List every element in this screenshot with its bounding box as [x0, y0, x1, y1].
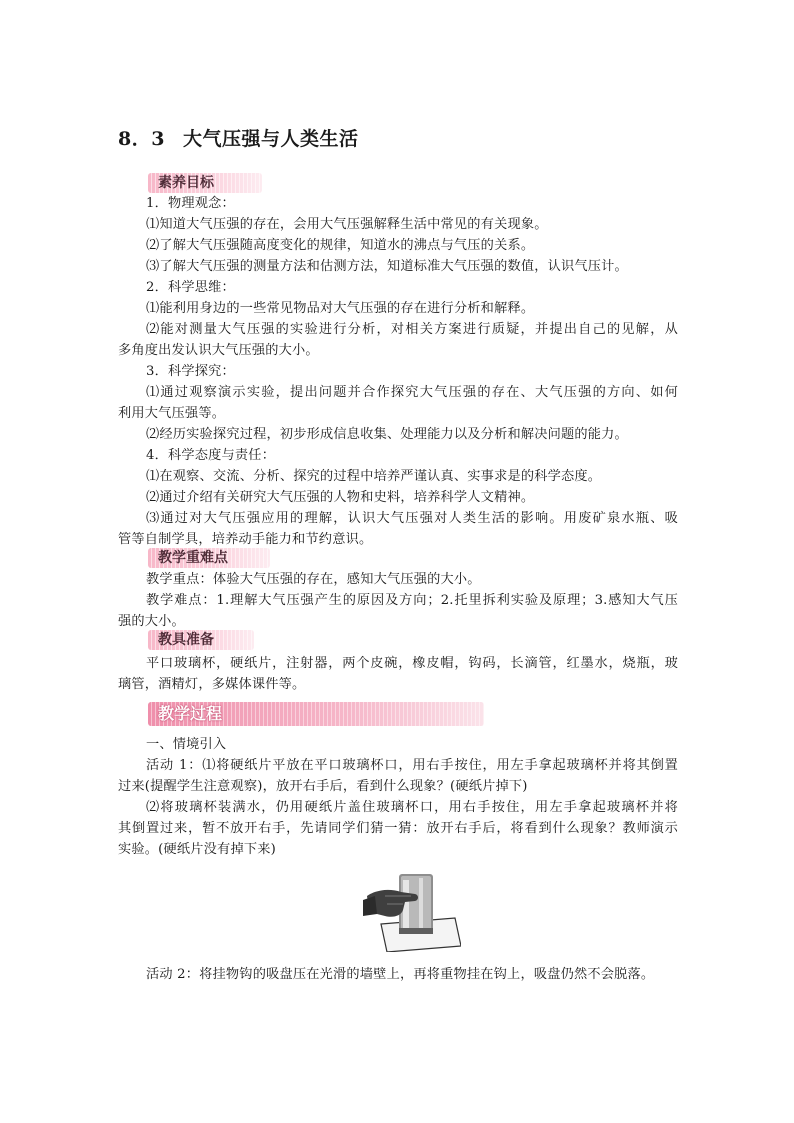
key-points-banner: 教学重难点 [148, 548, 270, 568]
goal-item: ⑵能对测量大气压强的实验进行分析，对相关方案进行质疑，并提出自己的见解，从 [146, 322, 678, 337]
tools-list-cont: 璃管，酒精灯，多媒体课件等。 [118, 677, 306, 692]
goal-heading-3: 3．科学探究： [146, 364, 235, 379]
goal-item: ⑴知道大气压强的存在，会用大气压强解释生活中常见的有关现象。 [146, 217, 548, 232]
section-heading: 一、情境引入 [146, 737, 227, 752]
goal-item: ⑴通过观察演示实验，提出问题并合作探究大气压强的存在、大气压强的方向、如何 [146, 385, 678, 400]
process-banner: 教学过程 [148, 702, 484, 726]
goal-item: ⑶了解大气压强的测量方法和估测方法，知道标准大气压强的数值，认识气压计。 [146, 259, 628, 274]
goal-item: ⑵通过介绍有关研究大气压强的人物和史料，培养科学人文精神。 [146, 490, 535, 505]
goal-item-cont: 管等自制学具，培养动手能力和节约意识。 [118, 532, 373, 547]
lesson-title [118, 124, 358, 151]
goals-banner: 素养目标 [148, 173, 262, 193]
lesson-number: 8．3 [118, 128, 165, 150]
teaching-difficulty: 教学难点：1.理解大气压强产生的原因及方向；2.托里拆利实验及原理；3.感知大气压 [146, 593, 678, 608]
activity-1-text: ⑵将玻璃杯装满水，仍用硬纸片盖住玻璃杯口，用右手按住，用左手拿起玻璃杯并将 [146, 800, 678, 815]
goal-heading-1: 1．物理观念： [146, 196, 235, 211]
goal-heading-4: 4．科学态度与责任： [146, 448, 276, 463]
goal-item: ⑶通过对大气压强应用的理解，认识大气压强对人类生活的影响。用废矿泉水瓶、吸 [146, 511, 678, 526]
goal-item: ⑴能利用身边的一些常见物品对大气压强的存在进行分析和解释。 [146, 301, 535, 316]
goal-item-cont: 多角度出发认识大气压强的大小。 [118, 343, 319, 358]
goal-item: ⑴在观察、交流、分析、探究的过程中培养严谨认真、实事求是的科学态度。 [146, 469, 602, 484]
goal-heading-2: 2．科学思维： [146, 280, 235, 295]
teaching-focus: 教学重点：体验大气压强的存在，感知大气压强的大小。 [146, 572, 481, 587]
activity-1-text: 实验。(硬纸片没有掉下来) [118, 842, 276, 857]
goal-item: ⑵了解大气压强随高度变化的规律，知道水的沸点与气压的关系。 [146, 238, 535, 253]
activity-1-text: 活动 1：⑴将硬纸片平放在平口玻璃杯口，用右手按住，用左手拿起玻璃杯并将其倒置 [146, 758, 678, 773]
goal-item: ⑵经历实验探究过程，初步形成信息收集、处理能力以及分析和解决问题的能力。 [146, 427, 628, 442]
tools-banner: 教具准备 [148, 630, 254, 650]
tools-list: 平口玻璃杯，硬纸片，注射器，两个皮碗，橡皮帽，钩码，长滴管，红墨水，烧瓶，玻 [146, 656, 678, 671]
activity-1-text: 过来(提醒学生注意观察)，放开右手后，看到什么现象？(硬纸片掉下) [118, 779, 528, 794]
inverted-glass-illustration [363, 866, 461, 952]
teaching-difficulty-cont: 强的大小。 [118, 614, 185, 629]
activity-2-text: 活动 2：将挂物钩的吸盘压在光滑的墙壁上，再将重物挂在钩上，吸盘仍然不会脱落。 [146, 967, 655, 982]
lesson-title-text: 大气压强与人类生活 [182, 128, 359, 150]
goal-item-cont: 利用大气压强等。 [118, 406, 226, 421]
activity-1-text: 其倒置过来，暂不放开右手，先请同学们猜一猜：放开右手后，将看到什么现象？教师演示 [118, 821, 678, 836]
